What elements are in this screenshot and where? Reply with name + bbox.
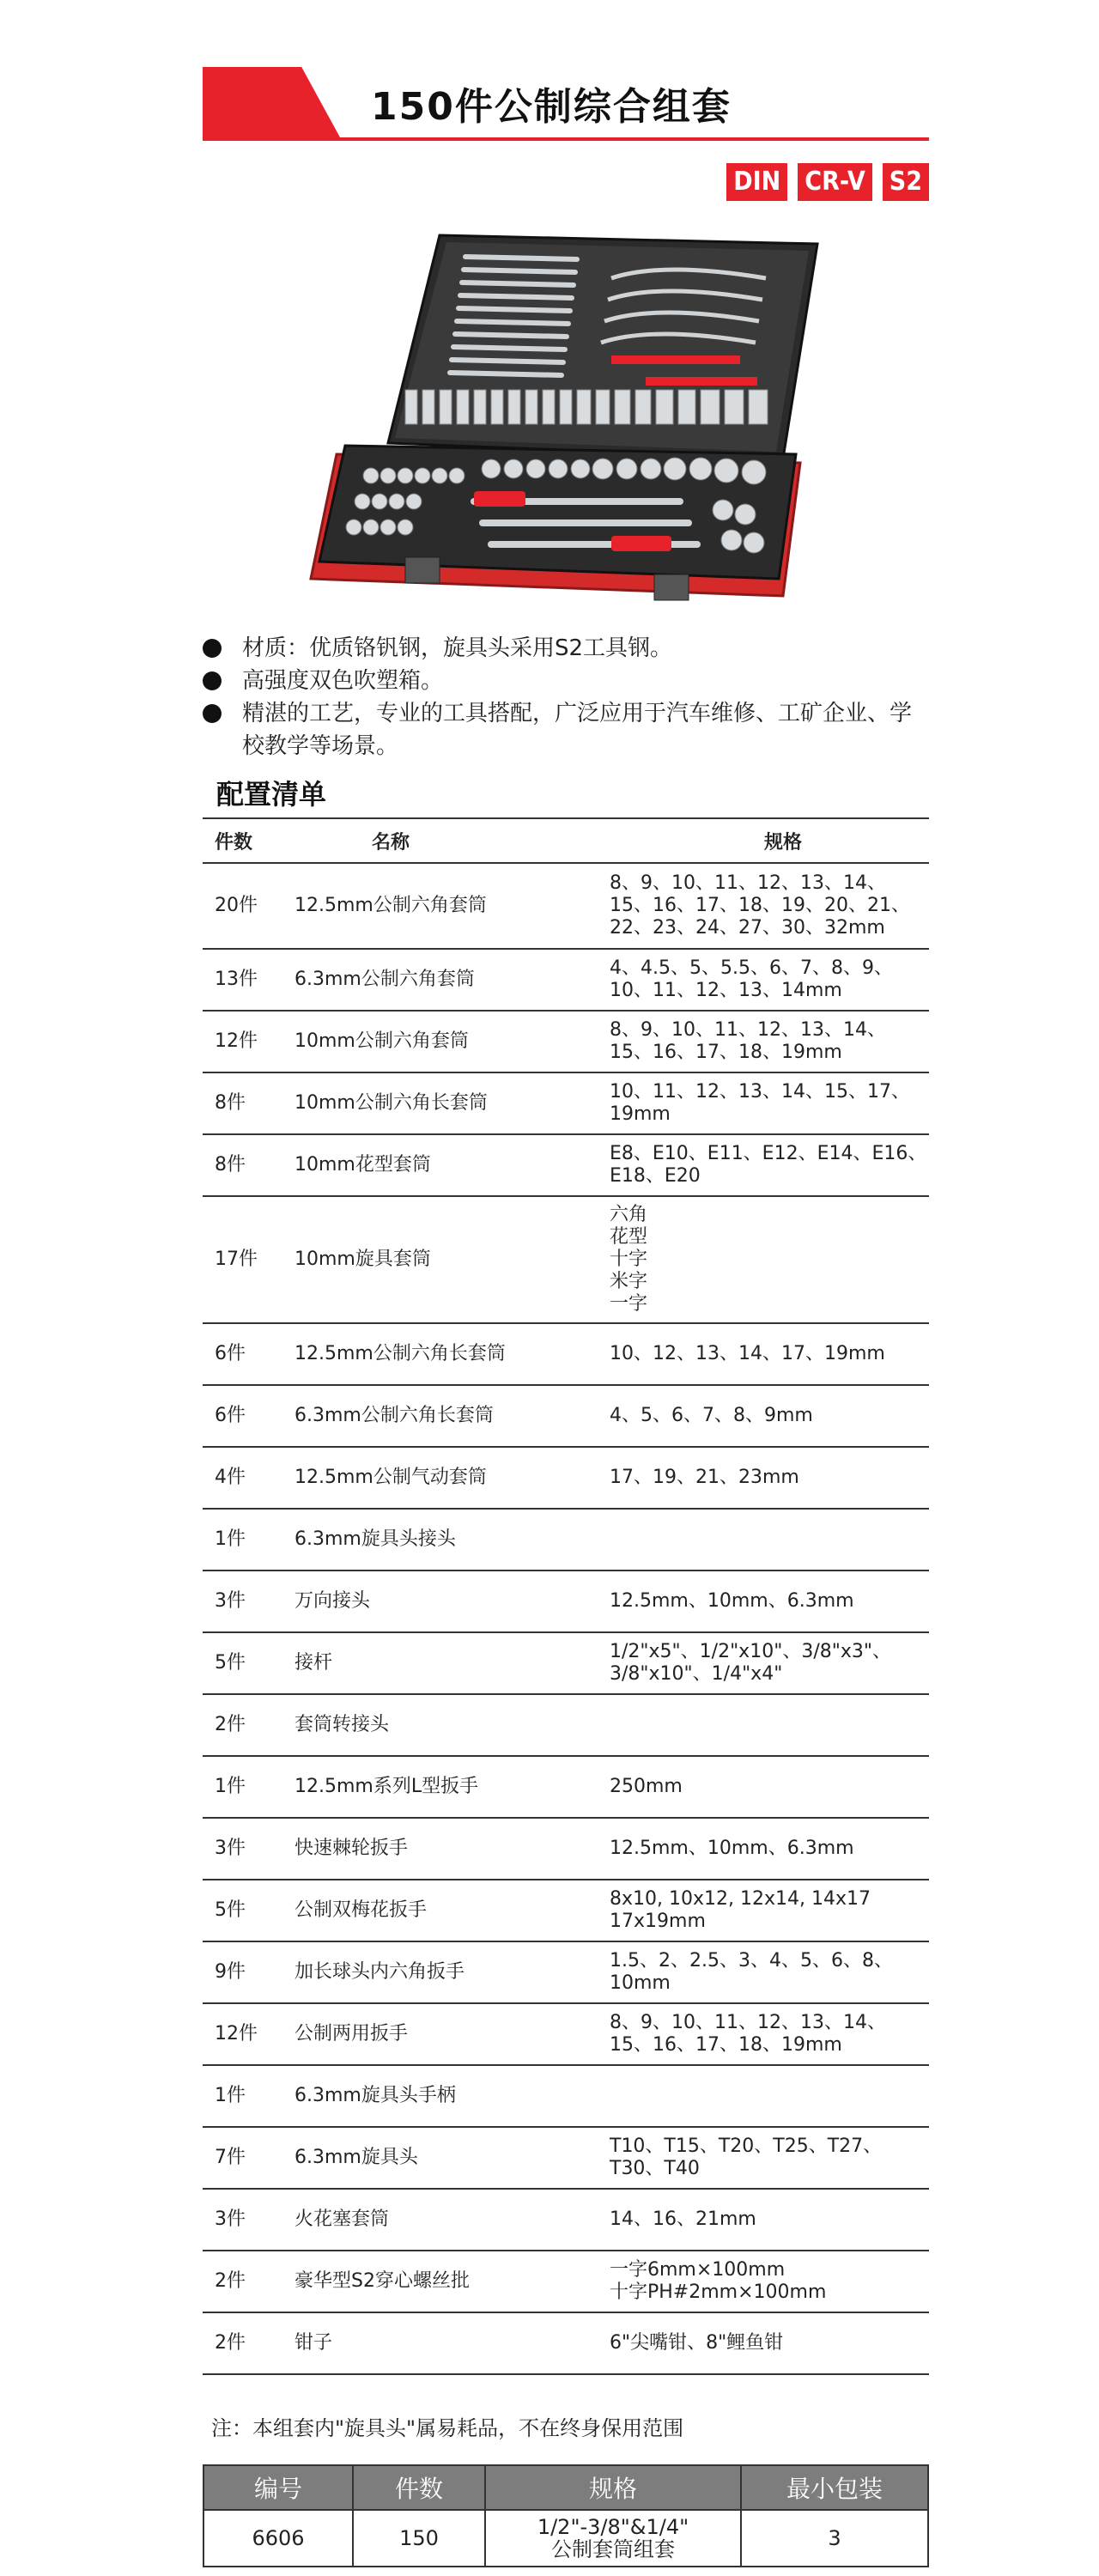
bullet-icon xyxy=(203,671,222,690)
cell-name: 6.3mm公制六角套筒 xyxy=(294,949,610,1011)
table-row xyxy=(203,1694,929,1756)
table-row xyxy=(203,1196,929,1323)
table-row xyxy=(203,2312,929,2374)
cell-qty: 3件 xyxy=(203,1818,294,1880)
cell-qty: 9件 xyxy=(203,1941,294,2003)
cell-name: 钳子 xyxy=(294,2312,610,2374)
table-header-row xyxy=(203,818,929,863)
cell-qty: 2件 xyxy=(203,2312,294,2374)
header-spec: 规格 xyxy=(610,818,929,863)
cell-name: 12.5mm公制六角套筒 xyxy=(294,863,610,949)
cell-name: 10mm花型套筒 xyxy=(294,1134,610,1196)
cell-qty: 1件 xyxy=(203,2065,294,2127)
cell-spec: 8、9、10、11、12、13、14、15、16、17、18、19mm xyxy=(610,2003,929,2065)
feature-text: 高强度双色吹塑箱。 xyxy=(242,668,444,694)
cell-name: 火花塞套筒 xyxy=(294,2189,610,2251)
table-row xyxy=(203,1072,929,1134)
cell-qty: 2件 xyxy=(203,1694,294,1756)
summary-header-spec: 规格 xyxy=(485,2465,741,2510)
cell-spec: 17、19、21、23mm xyxy=(610,1447,929,1509)
summary-header-code: 编号 xyxy=(203,2465,353,2510)
cell-spec: 1/2"x5"、1/2"x10"、3/8"x3"、3/8"x10"、1/4"x4" xyxy=(610,1632,929,1694)
table-row xyxy=(203,1447,929,1509)
config-table xyxy=(203,817,929,2375)
cell-name: 公制两用扳手 xyxy=(294,2003,610,2065)
feature-list xyxy=(203,632,929,762)
table-row xyxy=(203,863,929,949)
summary-code: 6606 xyxy=(203,2510,353,2567)
cell-name: 6.3mm旋具头手柄 xyxy=(294,2065,610,2127)
summary-row xyxy=(203,2510,928,2567)
cell-name: 10mm公制六角长套筒 xyxy=(294,1072,610,1134)
feature-item xyxy=(203,665,929,697)
cell-qty: 5件 xyxy=(203,1880,294,1941)
feature-text: 精湛的工艺，专业的工具搭配，广泛应用于汽车维修、工矿企业、学校教学等场景。 xyxy=(242,701,913,759)
toolbox-image xyxy=(302,218,835,613)
cell-name: 10mm旋具套筒 xyxy=(294,1196,610,1323)
table-row xyxy=(203,2127,929,2189)
cell-name: 接杆 xyxy=(294,1632,610,1694)
cell-name: 6.3mm旋具头 xyxy=(294,2127,610,2189)
cell-qty: 13件 xyxy=(203,949,294,1011)
cell-qty: 4件 xyxy=(203,1447,294,1509)
cell-name: 公制双梅花扳手 xyxy=(294,1880,610,1941)
cell-spec: 6"尖嘴钳、8"鲤鱼钳 xyxy=(610,2312,929,2374)
cell-name: 10mm公制六角套筒 xyxy=(294,1011,610,1072)
cell-name: 12.5mm系列L型扳手 xyxy=(294,1756,610,1818)
cell-spec: 4、4.5、5、5.5、6、7、8、9、10、11、12、13、14mm xyxy=(610,949,929,1011)
cell-qty: 6件 xyxy=(203,1385,294,1447)
table-row xyxy=(203,1818,929,1880)
cell-qty: 5件 xyxy=(203,1632,294,1694)
cell-qty: 1件 xyxy=(203,1756,294,1818)
cell-qty: 7件 xyxy=(203,2127,294,2189)
table-row xyxy=(203,1571,929,1632)
footnote: 注：本组套内"旋具头"属易耗品，不在终身保用范围 xyxy=(211,2416,684,2440)
cell-qty: 8件 xyxy=(203,1072,294,1134)
table-row xyxy=(203,2189,929,2251)
cell-name: 快速棘轮扳手 xyxy=(294,1818,610,1880)
summary-table xyxy=(203,2464,929,2567)
title-bar xyxy=(203,67,929,137)
table-row xyxy=(203,1385,929,1447)
cell-spec: 8、9、10、11、12、13、14、15、16、17、18、19、20、21、22、23、24、27、30、32mm xyxy=(610,863,929,949)
cell-spec xyxy=(610,1694,929,1756)
cell-spec: 10、11、12、13、14、15、17、19mm xyxy=(610,1072,929,1134)
badge-din: DIN xyxy=(726,163,787,201)
cell-spec: 4、5、6、7、8、9mm xyxy=(610,1385,929,1447)
table-row xyxy=(203,1323,929,1385)
table-row xyxy=(203,1756,929,1818)
cell-spec: 8x10, 10x12, 12x14, 14x17 17x19mm xyxy=(610,1880,929,1941)
cell-name: 6.3mm公制六角长套筒 xyxy=(294,1385,610,1447)
summary-header-qty: 件数 xyxy=(353,2465,485,2510)
cell-qty: 8件 xyxy=(203,1134,294,1196)
cell-spec xyxy=(610,1509,929,1571)
cell-spec: 10、12、13、14、17、19mm xyxy=(610,1323,929,1385)
cell-qty: 3件 xyxy=(203,1571,294,1632)
red-flag-decoration xyxy=(203,67,340,137)
cell-name: 豪华型S2穿心螺丝批 xyxy=(294,2251,610,2312)
bullet-icon xyxy=(203,639,222,658)
table-row xyxy=(203,1011,929,1072)
cell-spec: 14、16、21mm xyxy=(610,2189,929,2251)
page-title: 150件公制综合组套 xyxy=(371,85,732,129)
badge-crv: CR-V xyxy=(798,163,872,201)
feature-item xyxy=(203,632,929,665)
title-underline xyxy=(203,137,929,141)
cell-name: 万向接头 xyxy=(294,1571,610,1632)
cell-spec xyxy=(610,2065,929,2127)
cell-spec: 12.5mm、10mm、6.3mm xyxy=(610,1571,929,1632)
header-qty: 件数 xyxy=(203,818,294,863)
cell-name: 12.5mm公制气动套筒 xyxy=(294,1447,610,1509)
badge-s2: S2 xyxy=(883,163,929,201)
table-row xyxy=(203,949,929,1011)
cell-qty: 17件 xyxy=(203,1196,294,1323)
cell-qty: 1件 xyxy=(203,1509,294,1571)
table-row xyxy=(203,1632,929,1694)
summary-header-row xyxy=(203,2465,928,2510)
feature-item xyxy=(203,697,929,762)
cell-qty: 12件 xyxy=(203,1011,294,1072)
cell-spec: 250mm xyxy=(610,1756,929,1818)
cell-qty: 2件 xyxy=(203,2251,294,2312)
table-row xyxy=(203,1509,929,1571)
certification-badges xyxy=(726,163,929,201)
summary-pack: 3 xyxy=(741,2510,928,2567)
cell-qty: 6件 xyxy=(203,1323,294,1385)
cell-spec: T10、T15、T20、T25、T27、T30、T40 xyxy=(610,2127,929,2189)
cell-name: 6.3mm旋具头接头 xyxy=(294,1509,610,1571)
cell-name: 套筒转接头 xyxy=(294,1694,610,1756)
cell-qty: 20件 xyxy=(203,863,294,949)
cell-name: 加长球头内六角扳手 xyxy=(294,1941,610,2003)
table-row xyxy=(203,2003,929,2065)
cell-name: 12.5mm公制六角长套筒 xyxy=(294,1323,610,1385)
summary-qty: 150 xyxy=(353,2510,485,2567)
cell-spec: 8、9、10、11、12、13、14、15、16、17、18、19mm xyxy=(610,1011,929,1072)
header-name: 名称 xyxy=(294,818,610,863)
cell-spec: 六角 花型 十字 米字 一字 xyxy=(610,1196,929,1323)
table-row xyxy=(203,2065,929,2127)
table-row xyxy=(203,2251,929,2312)
summary-spec: 1/2"-3/8"&1/4" 公制套筒组套 xyxy=(485,2510,741,2567)
table-row xyxy=(203,1134,929,1196)
summary-header-pack: 最小包装 xyxy=(741,2465,928,2510)
cell-spec: E8、E10、E11、E12、E14、E16、E18、E20 xyxy=(610,1134,929,1196)
cell-spec: 1.5、2、2.5、3、4、5、6、8、10mm xyxy=(610,1941,929,2003)
table-row xyxy=(203,1880,929,1941)
config-table-body xyxy=(203,863,929,2374)
table-row xyxy=(203,1941,929,2003)
cell-spec: 一字6mm×100mm 十字PH#2mm×100mm xyxy=(610,2251,929,2312)
cell-spec: 12.5mm、10mm、6.3mm xyxy=(610,1818,929,1880)
feature-text: 材质：优质铬钒钢，旋具头采用S2工具钢。 xyxy=(242,635,673,661)
cell-qty: 12件 xyxy=(203,2003,294,2065)
cell-qty: 3件 xyxy=(203,2189,294,2251)
bullet-icon xyxy=(203,704,222,723)
section-title-config: 配置清单 xyxy=(216,778,327,811)
